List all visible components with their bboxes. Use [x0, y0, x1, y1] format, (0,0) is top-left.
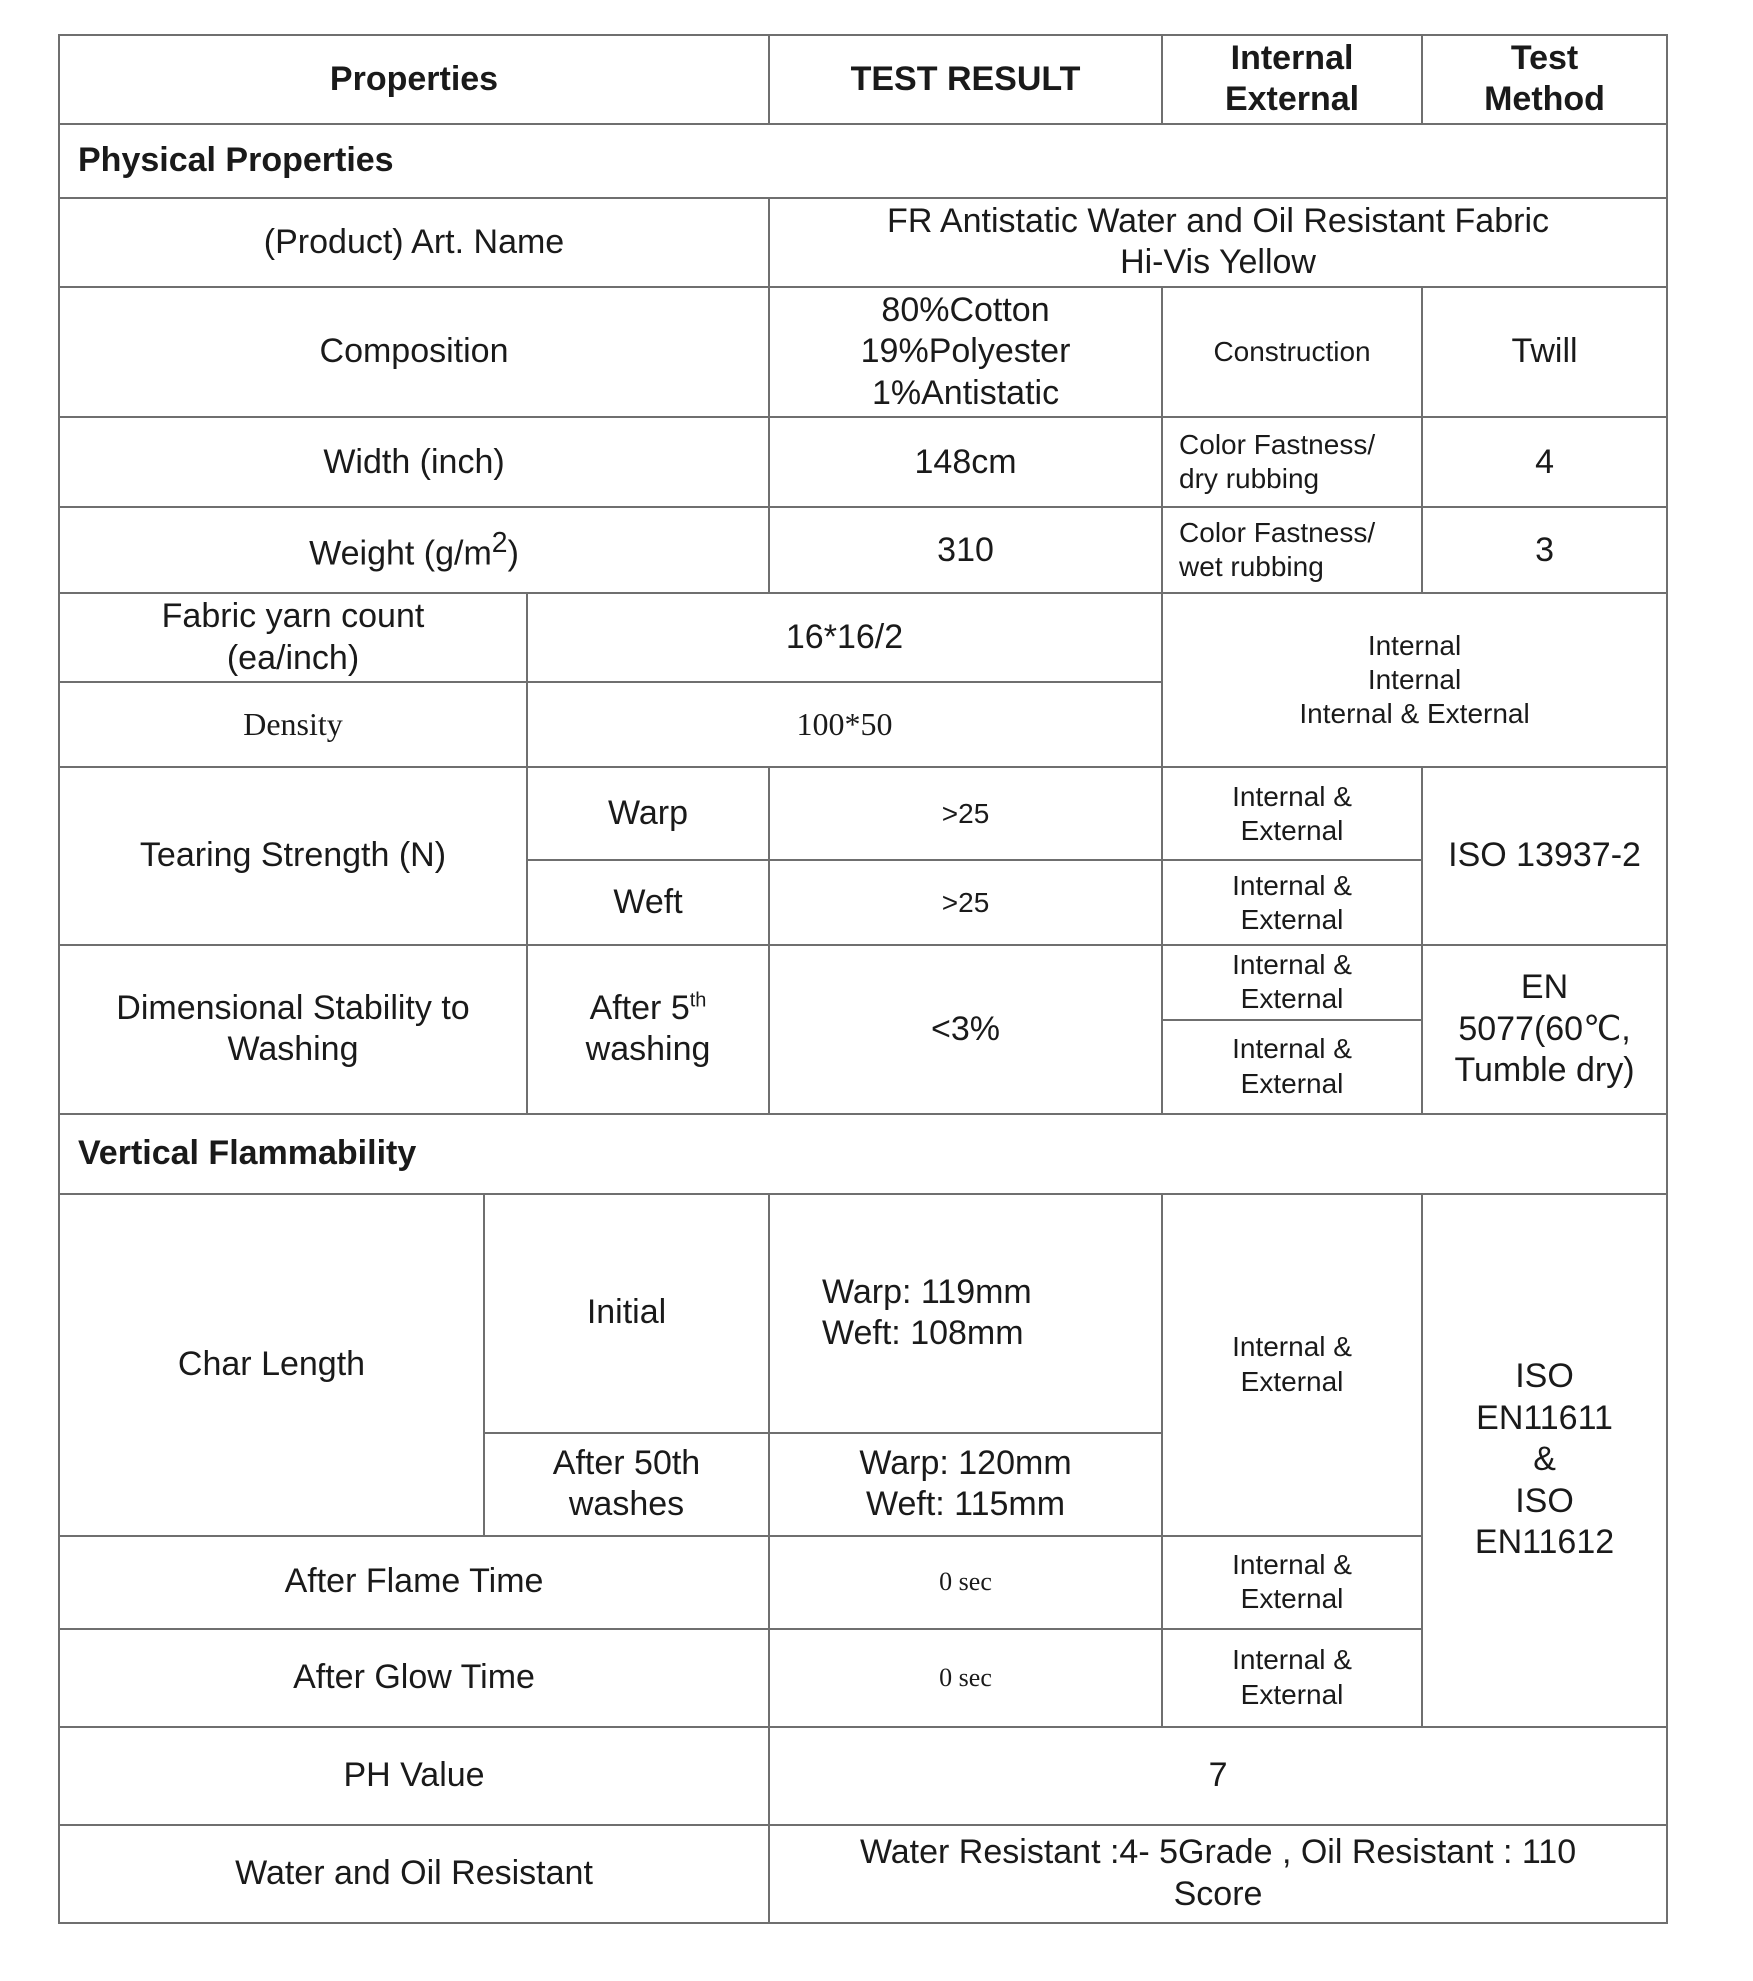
dimensional-stability-sub	[527, 945, 769, 1113]
color-fastness-dry-label: Color Fastness/ dry rubbing	[1162, 417, 1422, 507]
art-name-label: (Product) Art. Name	[59, 198, 769, 287]
header-test-result: TEST RESULT	[769, 35, 1162, 124]
char-after50-value: Warp: 120mm Weft: 115mm	[769, 1433, 1162, 1536]
dimensional-stability-ie-2: Internal & External	[1162, 1020, 1422, 1114]
construction-label: Construction	[1162, 287, 1422, 417]
header-row	[59, 35, 1667, 124]
table-row	[59, 1194, 1667, 1433]
construction-value: Twill	[1422, 287, 1667, 417]
tearing-weft-label: Weft	[527, 860, 769, 945]
table-row	[59, 287, 1667, 417]
section-title-physical: Physical Properties	[59, 124, 1667, 198]
after-flame-label: After Flame Time	[59, 1536, 769, 1629]
dim-sub-superscript: th	[689, 989, 707, 1012]
dimensional-stability-ie-1: Internal & External	[1162, 945, 1422, 1019]
char-initial-label: Initial	[484, 1194, 769, 1433]
weight-label	[59, 507, 769, 593]
table-row	[59, 1825, 1667, 1923]
section-row-flammability	[59, 1114, 1667, 1194]
header-test-method: Test Method	[1422, 35, 1667, 124]
weight-label-close: )	[507, 534, 519, 573]
after-glow-label: After Glow Time	[59, 1629, 769, 1727]
header-internal-external: Internal External	[1162, 35, 1422, 124]
section-title-flammability: Vertical Flammability	[59, 1114, 1667, 1194]
tearing-strength-label: Tearing Strength (N)	[59, 767, 527, 945]
char-after50-label: After 50th washes	[484, 1433, 769, 1536]
dim-sub-text: After 5	[589, 988, 690, 1027]
water-oil-label: Water and Oil Resistant	[59, 1825, 769, 1923]
table-row	[59, 945, 1667, 1019]
char-initial-value: Warp: 119mm Weft: 108mm	[769, 1194, 1162, 1433]
water-oil-value: Water Resistant :4- 5Grade , Oil Resistant : 110 Score	[769, 1825, 1667, 1923]
color-fastness-wet-label: Color Fastness/ wet rubbing	[1162, 507, 1422, 593]
table-row	[59, 507, 1667, 593]
tearing-weft-value: >25	[769, 860, 1162, 945]
section-row-physical	[59, 124, 1667, 198]
header-properties: Properties	[59, 35, 769, 124]
table-row	[59, 198, 1667, 287]
char-length-ie: Internal & External	[1162, 1194, 1422, 1536]
composition-label: Composition	[59, 287, 769, 417]
table-row	[59, 593, 1667, 682]
tearing-warp-value: >25	[769, 767, 1162, 860]
after-glow-value: 0 sec	[769, 1629, 1162, 1727]
table-row	[59, 417, 1667, 507]
width-label: Width (inch)	[59, 417, 769, 507]
after-glow-ie: Internal & External	[1162, 1629, 1422, 1727]
fabric-spec-table	[58, 34, 1668, 1924]
dimensional-stability-label: Dimensional Stability to Washing	[59, 945, 527, 1113]
weight-value: 310	[769, 507, 1162, 593]
color-fastness-wet-value: 3	[1422, 507, 1667, 593]
char-length-label: Char Length	[59, 1194, 484, 1536]
density-value: 100*50	[527, 682, 1162, 767]
yarn-count-value: 16*16/2	[527, 593, 1162, 682]
ph-label: PH Value	[59, 1727, 769, 1825]
dimensional-stability-value: <3%	[769, 945, 1162, 1113]
weight-label-superscript: 2	[491, 526, 508, 559]
after-flame-ie: Internal & External	[1162, 1536, 1422, 1629]
table-row	[59, 767, 1667, 860]
width-value: 148cm	[769, 417, 1162, 507]
art-name-value: FR Antistatic Water and Oil Resistant Fabric Hi-Vis Yellow	[769, 198, 1667, 287]
table-row	[59, 1727, 1667, 1825]
density-label: Density	[59, 682, 527, 767]
tearing-method: ISO 13937-2	[1422, 767, 1667, 945]
color-fastness-dry-value: 4	[1422, 417, 1667, 507]
dim-sub-end: washing	[585, 1030, 711, 1069]
tearing-warp-label: Warp	[527, 767, 769, 860]
flammability-method: ISO EN11611 & ISO EN11612	[1422, 1194, 1667, 1727]
composition-value: 80%Cotton 19%Polyester 1%Antistatic	[769, 287, 1162, 417]
yarn-count-label: Fabric yarn count (ea/inch)	[59, 593, 527, 682]
yarn-density-ie-note: Internal Internal Internal & External	[1162, 593, 1667, 767]
ph-value: 7	[769, 1727, 1667, 1825]
weight-label-text: Weight (g/m	[309, 534, 492, 573]
tearing-weft-ie: Internal & External	[1162, 860, 1422, 945]
after-flame-value: 0 sec	[769, 1536, 1162, 1629]
dimensional-stability-method: EN 5077(60℃, Tumble dry)	[1422, 945, 1667, 1113]
tearing-warp-ie: Internal & External	[1162, 767, 1422, 860]
